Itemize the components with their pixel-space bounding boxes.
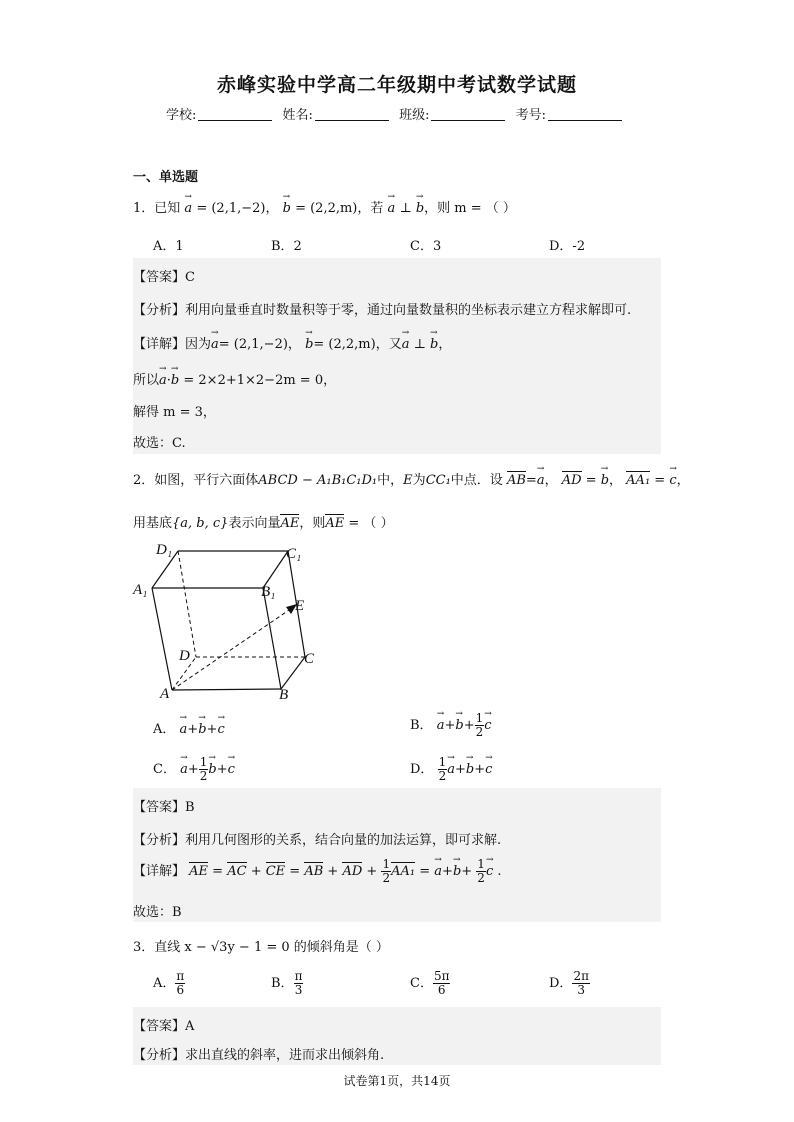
q3-option-d[interactable] [549,970,590,997]
q2-analysis: 【分析】利用几何图形的关系，结合向量的加法运算，即可求解. [133,833,502,848]
q2-detail-head: 【详解】 [133,864,186,879]
vector-a: → a [184,201,192,216]
vector-a: → a [180,722,188,737]
q1-option-a[interactable]: A．1 [153,239,184,254]
q3-option-b-label: B． [271,976,294,991]
q1-m: m = （ ） [454,201,516,216]
edge-ab [172,689,281,690]
label-a1: A₁ [133,582,148,598]
vector-b: → b [466,762,474,777]
q1-step1: 所以→ a·→ b = 2×2+1×2−2m = 0， [133,369,336,388]
q2-prefix: 2．如图，平行六面体 [133,473,259,488]
q1-option-b[interactable]: B．2 [271,239,302,254]
q2-then: ，则 [299,516,326,531]
q1-step3: 故选：C. [133,436,186,451]
q1-detail: 【详解】因为→ a= (2,1,−2)， → b= (2,2,m)，又→ a ⊥ → b， [133,333,451,352]
vector-a: → a [388,201,396,216]
vector-b: → b [171,373,179,388]
q1-b-value: = (2,2,m) [295,201,358,216]
q3-option-c-label: C． [410,976,433,991]
q1-step1-expr: = 2×2+1×2−2m = 0， [183,373,337,388]
fraction-half: $\frac{1}{2}$ [475,711,484,739]
q2-basis: {a, b, c} [172,516,229,531]
fraction-half: $\frac{1}{2}$ [199,755,208,783]
page-title: 赤峰实验中学高二年级期中考试数学试题 [216,74,577,96]
vector-b: → b [416,201,424,216]
label-a: A [160,686,170,702]
q1-detail-tail: ，又 [375,337,402,352]
fraction-half: $\frac{1}{2}$ [477,857,485,885]
q2-paren: = （ ） [348,516,394,531]
q1-detail-head: 【详解】因为 [133,337,212,352]
vector-a: → a [537,473,545,488]
q3-stem: 3．直线 x − √3y − 1 = 0 的倾斜角是（ ） [133,940,389,955]
edge-dd1 [178,551,196,657]
section-heading: 一、单选题 [133,170,199,185]
parallelepiped-figure [130,538,330,708]
label-d: D [179,648,190,664]
label-b1: B₁ [261,584,276,600]
q1-stem: 1．已知 → a = (2,1,−2)， → b = (2,2,m)，若 → a ⊥ → b，则 m = （ ） [133,197,516,216]
vector-b: → b [283,201,291,216]
q1-a-value: = (2,1,−2) [196,201,266,216]
q3-option-a-fraction: $\frac{\pi}{6}$ [176,969,185,997]
vector-ad: AD [561,473,582,488]
q2-solid: ABCD − A₁B₁C₁D₁ [258,473,378,488]
vector-b: → b [208,762,216,777]
vector-a: → a [180,762,188,777]
vector-a: → a [447,762,455,777]
q2-option-a[interactable]: A． → a+→ b+→ c [153,718,225,737]
number-label: 考号: [515,108,546,123]
q2-option-b[interactable]: B． → a+→ b+ $\frac{1}{2}$ → c [410,712,492,739]
q3-option-c[interactable] [410,970,450,997]
q3-option-d-fraction: $\frac{2\pi}{3}$ [573,969,589,997]
q2-answer: 【答案】B [133,800,195,815]
label-d1: D₁ [156,542,173,558]
label-c1: C₁ [286,546,302,562]
vector-ab: AB [506,473,526,488]
q1-detail-b: = (2,2,m) [313,337,376,352]
vector-ad: AD [342,864,363,879]
fraction-half: $\frac{1}{2}$ [382,857,391,885]
q1-answer-block [133,258,661,454]
q3-analysis: 【分析】求出直线的斜率，进而求出倾斜角. [133,1048,385,1063]
q3-option-b[interactable] [271,970,303,997]
name-label: 姓名: [282,108,313,123]
label-e: E [295,598,305,614]
vector-b: → b [453,864,461,879]
q3-answer: 【答案】A [133,1019,195,1034]
vector-b: → b [198,722,206,737]
vector-ab: AB [304,864,324,879]
q2-stem-line2 [133,512,394,531]
q1-option-d[interactable]: D．-2 [549,239,586,254]
school-label: 学校: [166,108,197,123]
vector-ae: AE [189,864,209,879]
edge-b1c1 [263,551,288,588]
q2-point-e: E [403,473,413,488]
q2-option-b-label: B． [410,718,433,733]
q1-analysis: 【分析】利用向量垂直时数量积等于零，通过向量数量积的坐标表示建立方程求解即可. [133,303,632,318]
edge-aa1 [152,588,172,690]
q2-in: 中， [377,473,404,488]
q3-option-a[interactable] [153,970,185,997]
q2-option-c-label: C． [153,762,176,777]
name-blank[interactable] [315,108,389,121]
number-blank[interactable] [548,108,622,121]
class-label: 班级: [399,108,430,123]
q2-option-d[interactable]: D． $\frac{1}{2}$ → a+→ b+→ c [410,756,492,783]
vector-a: → a [402,337,410,352]
q2-edge-cc1: CC₁ [425,473,451,488]
q1-answer: 【答案】C [133,270,195,285]
fraction-half: $\frac{1}{2}$ [438,755,447,783]
vector-b: → b [430,337,438,352]
q2-option-c[interactable]: C． → a+ $\frac{1}{2}$ → b+→ c [153,756,235,783]
q2-represent: 表示向量 [228,516,281,531]
page-footer: 试卷第1页，共14页 [343,1074,451,1088]
vector-b: → b [305,337,313,352]
q2-option-d-label: D． [410,762,434,777]
vector-a: → a [211,337,219,352]
q1-option-c[interactable]: C．3 [410,239,442,254]
q2-basis-label: 用基底 [133,516,173,531]
q2-is: 为 [412,473,426,488]
label-b: B [279,687,289,703]
q2-stem-line1: 2．如图，平行六面体ABCD − A₁B₁C₁D₁中，E为CC₁中点．设 AB=→ a， AD = → b， AA₁ = → c， [133,469,690,488]
q3-option-c-fraction: $\frac{5\pi}{6}$ [433,969,450,997]
q1-detail-a: = (2,1,−2) [218,337,288,352]
vector-c: → c [484,718,491,733]
vector-ae: AE [325,516,345,531]
q3-option-a-label: A． [153,976,176,991]
q1-prefix: 1．已知 [133,201,181,216]
q2-detail: 【详解】 AE = AC + CE = AB + AD + $\frac{1}{2}$ AA₁ = → a+→ b+ $\frac{1}{2}$ → c . [133,858,501,885]
q3-option-d-label: D． [549,976,573,991]
vector-b: → b [601,473,609,488]
q1-step1-label: 所以 [133,373,160,388]
vector-c: → c [669,473,676,488]
vector-ae: AE [280,516,300,531]
vector-c: → c [485,762,492,777]
q1-end: ，则 [424,201,451,216]
vector-c: → c [228,762,235,777]
q1-mid: ，若 [357,201,384,216]
vector-a: → a [434,864,442,879]
vector-c: → c [486,864,493,879]
q2-option-a-label: A． [153,722,176,737]
vector-c: → c [217,722,224,737]
vector-aa1: AA₁ [626,473,651,488]
vector-a: → a [437,718,445,733]
q3-option-b-fraction: $\frac{\pi}{3}$ [294,969,303,997]
q2-step3: 故选：B [133,905,182,920]
label-c: C [304,651,315,667]
edge-bc [281,657,305,689]
vector-aa1: AA₁ [391,864,416,879]
student-info-line [0,104,794,123]
vector-ac: AC [227,864,247,879]
vector-a: → a [159,373,167,388]
q2-answer-block [133,788,661,922]
vector-ce: CE [265,864,286,879]
q1-step2: 解得 m = 3， [133,405,216,420]
class-blank[interactable] [431,108,505,121]
school-blank[interactable] [198,108,272,121]
vector-b: → b [455,718,463,733]
q2-midpoint: 中点．设 [450,473,503,488]
edge-bb1 [263,588,281,689]
